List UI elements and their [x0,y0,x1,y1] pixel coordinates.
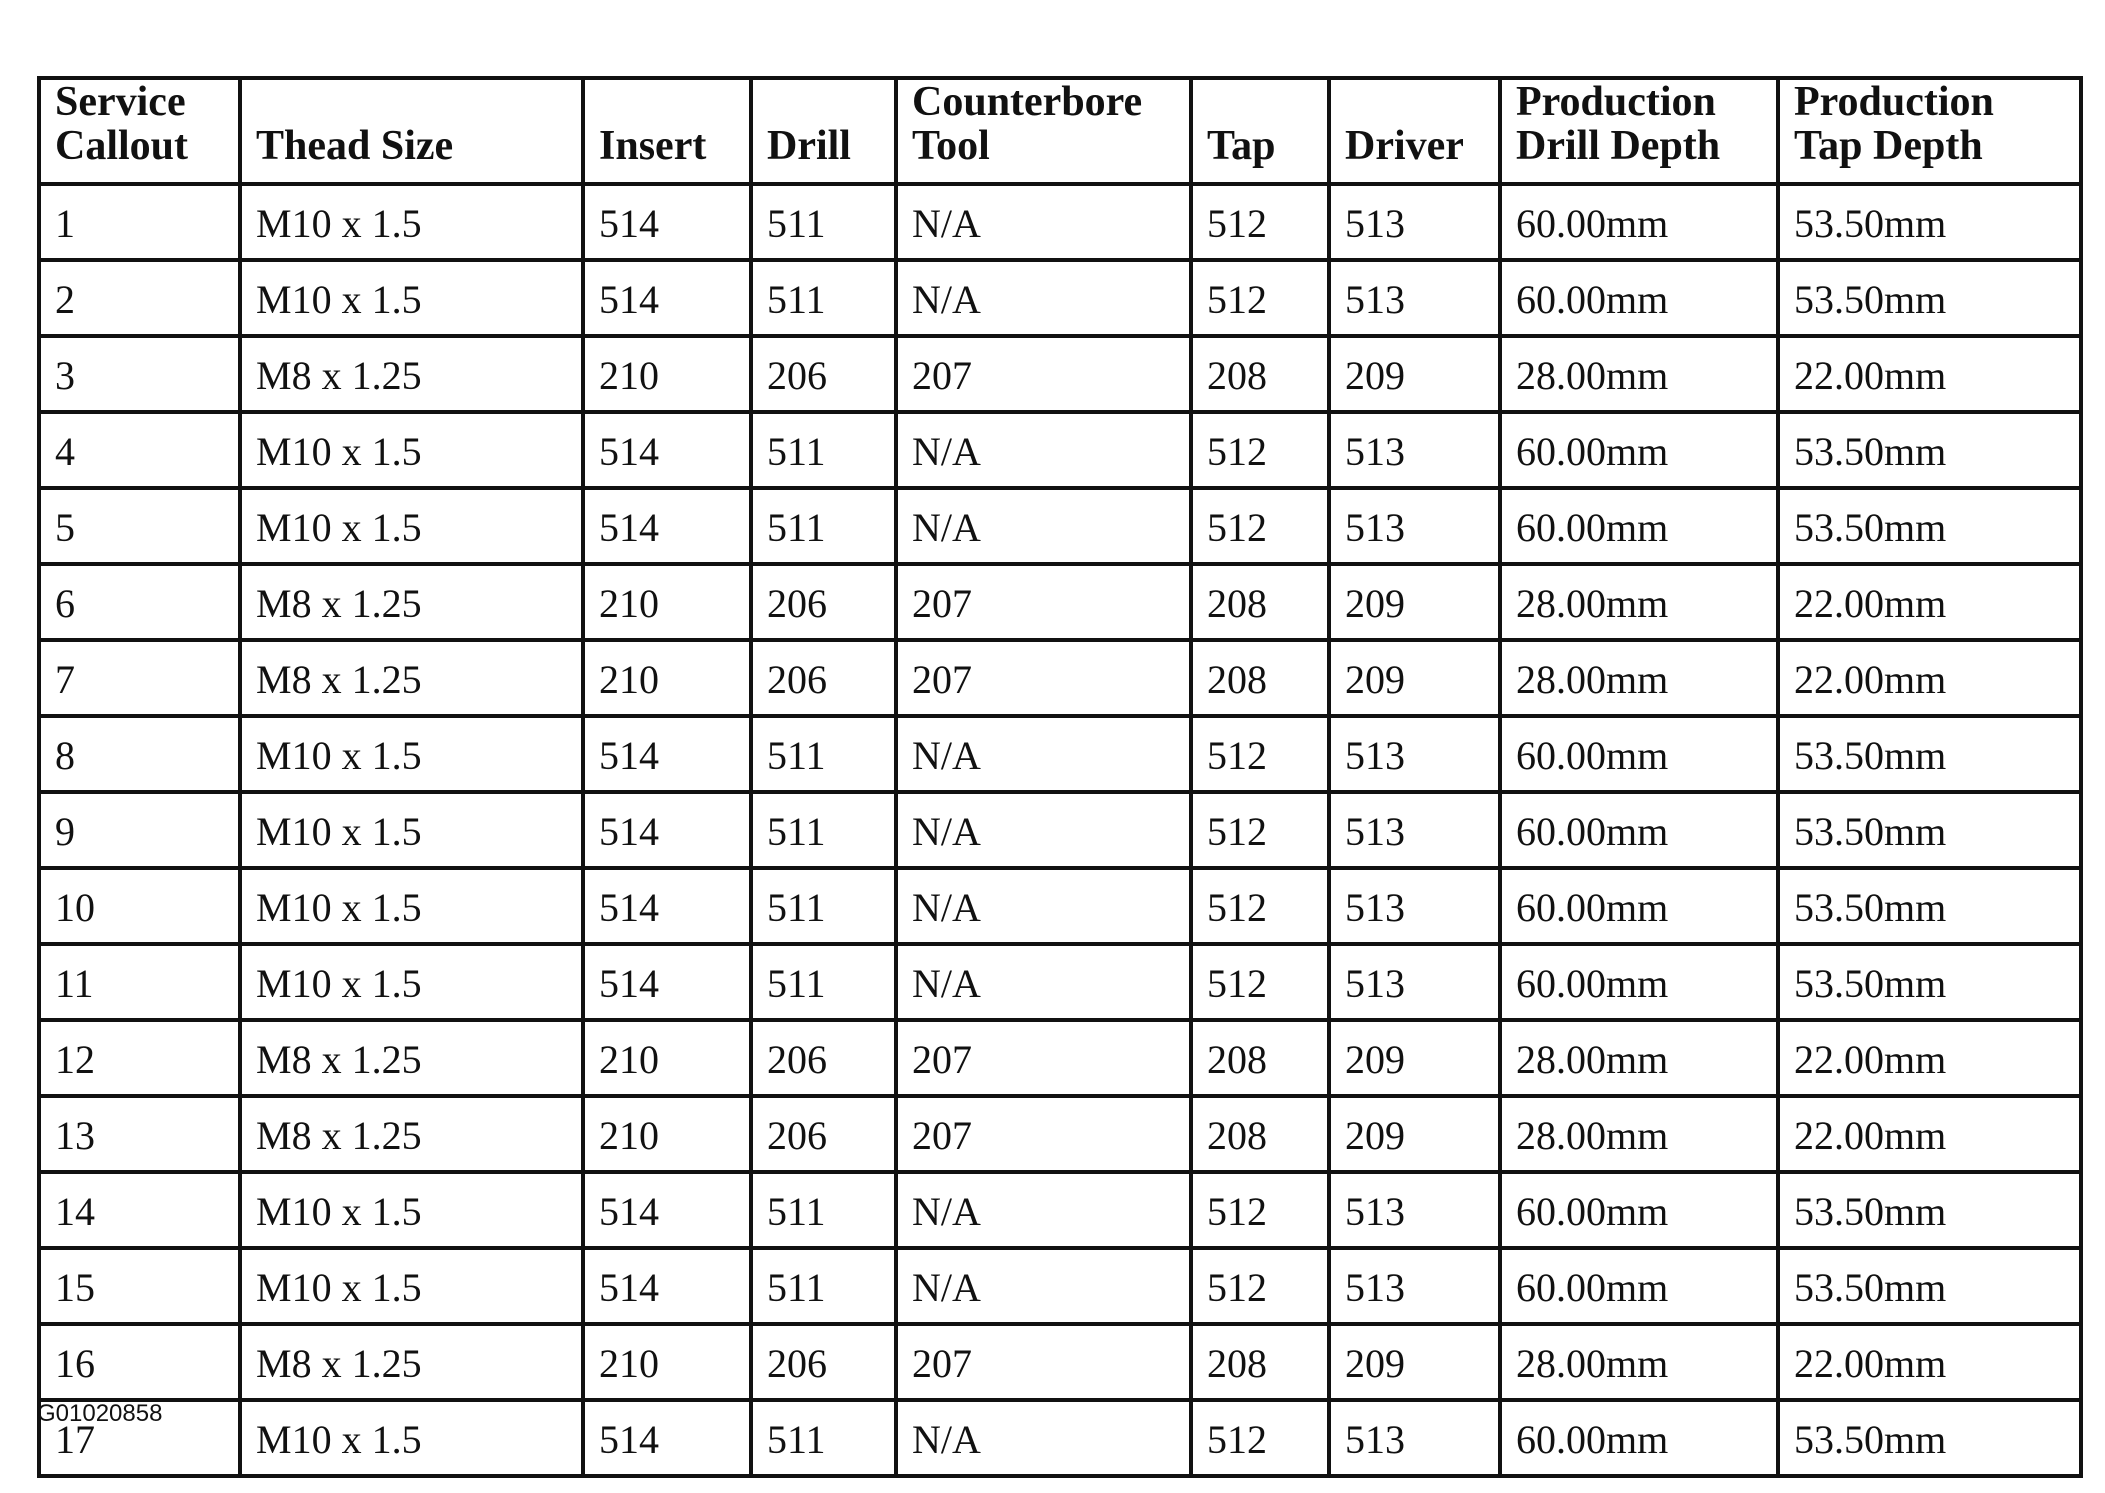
table-cell-production-drill-depth: 60.00mm [1500,944,1778,1020]
table-cell-production-tap-depth: 53.50mm [1778,792,2081,868]
figure-id: G01020858 [37,1400,163,1427]
table-cell-production-drill-depth: 28.00mm [1500,1324,1778,1400]
table-cell-driver: 209 [1329,1324,1500,1400]
table-cell-tap: 512 [1191,1248,1329,1324]
table-cell-drill: 511 [751,488,896,564]
table-cell-tap: 512 [1191,260,1329,336]
table-cell-production-tap-depth: 53.50mm [1778,412,2081,488]
table-cell-service-callout: 6 [39,564,240,640]
table-cell-thread-size: M10 x 1.5 [240,716,583,792]
table-cell-driver: 209 [1329,640,1500,716]
table-cell-drill: 206 [751,1324,896,1400]
table-cell-thread-size: M10 x 1.5 [240,1248,583,1324]
table-cell-thread-size: M8 x 1.25 [240,1096,583,1172]
table-cell-thread-size: M10 x 1.5 [240,488,583,564]
table-cell-service-callout: 15 [39,1248,240,1324]
table-cell-production-drill-depth: 60.00mm [1500,868,1778,944]
table-cell-service-callout: 8 [39,716,240,792]
table-cell-production-tap-depth: 22.00mm [1778,1324,2081,1400]
table-cell-drill: 511 [751,184,896,260]
table-cell-tap: 512 [1191,1400,1329,1476]
table-cell-production-tap-depth: 53.50mm [1778,1248,2081,1324]
table-row [39,1096,2081,1172]
table-body [39,184,2081,1476]
table-cell-drill: 511 [751,716,896,792]
table-cell-drill: 511 [751,792,896,868]
table-cell-counterbore-tool: N/A [896,792,1191,868]
column-header-production-tap-depth [1778,78,2081,184]
table-cell-production-drill-depth: 28.00mm [1500,1020,1778,1096]
table-cell-counterbore-tool: N/A [896,868,1191,944]
table-cell-tap: 208 [1191,336,1329,412]
table-cell-counterbore-tool: N/A [896,944,1191,1020]
table-cell-production-tap-depth: 53.50mm [1778,184,2081,260]
table-cell-counterbore-tool: 207 [896,1020,1191,1096]
column-header-drill [751,78,896,184]
table-cell-counterbore-tool: N/A [896,260,1191,336]
table-cell-drill: 206 [751,640,896,716]
table-cell-thread-size: M10 x 1.5 [240,868,583,944]
table-cell-thread-size: M8 x 1.25 [240,336,583,412]
column-header-driver [1329,78,1500,184]
table-cell-tap: 208 [1191,564,1329,640]
table-cell-production-tap-depth: 53.50mm [1778,1400,2081,1476]
table-cell-service-callout: 2 [39,260,240,336]
table-header-row [39,78,2081,184]
table-cell-thread-size: M10 x 1.5 [240,792,583,868]
table-cell-thread-size: M8 x 1.25 [240,1324,583,1400]
table-cell-production-drill-depth: 60.00mm [1500,1400,1778,1476]
table-cell-driver: 513 [1329,1172,1500,1248]
table-cell-insert: 514 [583,488,751,564]
table-cell-service-callout: 14 [39,1172,240,1248]
table-cell-service-callout: 4 [39,412,240,488]
table-row [39,868,2081,944]
table-cell-tap: 512 [1191,868,1329,944]
table-cell-production-tap-depth: 22.00mm [1778,640,2081,716]
table-row [39,564,2081,640]
table-cell-drill: 511 [751,1172,896,1248]
column-header-counterbore-tool [896,78,1191,184]
table-cell-production-tap-depth: 53.50mm [1778,260,2081,336]
table-cell-service-callout: 9 [39,792,240,868]
table-cell-insert: 210 [583,1324,751,1400]
table-cell-production-tap-depth: 22.00mm [1778,1020,2081,1096]
table-cell-insert: 514 [583,1172,751,1248]
table-cell-production-drill-depth: 28.00mm [1500,1096,1778,1172]
table-cell-production-tap-depth: 53.50mm [1778,868,2081,944]
table-cell-tap: 208 [1191,640,1329,716]
table-cell-service-callout: 16 [39,1324,240,1400]
table-row [39,488,2081,564]
table-cell-driver: 209 [1329,564,1500,640]
table-cell-production-drill-depth: 60.00mm [1500,792,1778,868]
table-cell-tap: 512 [1191,412,1329,488]
column-header-production-drill-depth [1500,78,1778,184]
tool-table-container [37,76,2079,1478]
table-cell-production-drill-depth: 60.00mm [1500,1172,1778,1248]
table-row [39,1248,2081,1324]
table-cell-counterbore-tool: 207 [896,1096,1191,1172]
table-row [39,184,2081,260]
table-cell-driver: 209 [1329,336,1500,412]
table-cell-driver: 209 [1329,1096,1500,1172]
table-cell-production-drill-depth: 60.00mm [1500,1248,1778,1324]
table-cell-drill: 206 [751,564,896,640]
table-cell-driver: 513 [1329,792,1500,868]
table-cell-counterbore-tool: N/A [896,716,1191,792]
table-cell-production-drill-depth: 28.00mm [1500,640,1778,716]
column-header-label: Production Tap Depth [1794,79,1994,169]
table-cell-driver: 513 [1329,944,1500,1020]
table-cell-counterbore-tool: N/A [896,184,1191,260]
table-cell-service-callout: 10 [39,868,240,944]
table-cell-drill: 511 [751,868,896,944]
table-cell-insert: 514 [583,944,751,1020]
table-cell-counterbore-tool: 207 [896,564,1191,640]
table-cell-service-callout: 13 [39,1096,240,1172]
table-cell-service-callout: 17 [39,1400,240,1476]
table-cell-drill: 511 [751,412,896,488]
table-cell-insert: 210 [583,564,751,640]
table-cell-driver: 513 [1329,1248,1500,1324]
table-cell-insert: 514 [583,412,751,488]
table-cell-tap: 512 [1191,488,1329,564]
table-cell-service-callout: 12 [39,1020,240,1096]
table-cell-tap: 208 [1191,1324,1329,1400]
table-cell-insert: 514 [583,184,751,260]
table-cell-driver: 513 [1329,868,1500,944]
table-cell-drill: 206 [751,1020,896,1096]
table-cell-production-tap-depth: 22.00mm [1778,336,2081,412]
table-row [39,1400,2081,1476]
column-header-label: Counterbore Tool [912,79,1143,169]
table-cell-production-tap-depth: 53.50mm [1778,1172,2081,1248]
table-cell-driver: 513 [1329,412,1500,488]
table-cell-counterbore-tool: N/A [896,488,1191,564]
table-cell-drill: 511 [751,1248,896,1324]
table-cell-service-callout: 5 [39,488,240,564]
table-cell-counterbore-tool: N/A [896,1400,1191,1476]
table-cell-driver: 513 [1329,716,1500,792]
table-cell-service-callout: 1 [39,184,240,260]
table-cell-thread-size: M10 x 1.5 [240,1172,583,1248]
table-cell-thread-size: M10 x 1.5 [240,412,583,488]
table-cell-insert: 210 [583,336,751,412]
table-row [39,640,2081,716]
table-cell-production-drill-depth: 60.00mm [1500,260,1778,336]
table-cell-production-drill-depth: 28.00mm [1500,564,1778,640]
table-cell-thread-size: M8 x 1.25 [240,1020,583,1096]
table-cell-tap: 208 [1191,1096,1329,1172]
table-cell-production-drill-depth: 60.00mm [1500,488,1778,564]
table-cell-driver: 513 [1329,488,1500,564]
table-row [39,1324,2081,1400]
table-cell-tap: 512 [1191,1172,1329,1248]
table-cell-counterbore-tool: N/A [896,1172,1191,1248]
table-cell-drill: 206 [751,1096,896,1172]
column-header-label: Production Drill Depth [1516,79,1721,169]
table-cell-insert: 210 [583,1020,751,1096]
table-cell-insert: 210 [583,640,751,716]
column-header-service-callout [39,78,240,184]
table-cell-tap: 512 [1191,184,1329,260]
table-cell-drill: 511 [751,260,896,336]
column-header-label: Driver [1345,123,1464,169]
column-header-insert [583,78,751,184]
table-row [39,260,2081,336]
table-cell-production-tap-depth: 53.50mm [1778,944,2081,1020]
table-row [39,716,2081,792]
table-cell-counterbore-tool: N/A [896,1248,1191,1324]
table-cell-insert: 514 [583,716,751,792]
column-header-label: Service Callout [55,79,189,169]
table-cell-production-drill-depth: 28.00mm [1500,336,1778,412]
table-cell-driver: 513 [1329,184,1500,260]
table-cell-tap: 512 [1191,792,1329,868]
table-cell-counterbore-tool: 207 [896,1324,1191,1400]
table-cell-production-tap-depth: 53.50mm [1778,716,2081,792]
column-header-label: Insert [599,123,707,169]
table-row [39,792,2081,868]
column-header-label: Tap [1207,123,1276,169]
table-cell-production-tap-depth: 22.00mm [1778,564,2081,640]
column-header-label: Thead Size [256,123,454,169]
table-cell-drill: 206 [751,336,896,412]
table-cell-insert: 514 [583,792,751,868]
column-header-tap [1191,78,1329,184]
table-cell-driver: 513 [1329,260,1500,336]
table-cell-thread-size: M8 x 1.25 [240,564,583,640]
table-cell-drill: 511 [751,1400,896,1476]
table-cell-drill: 511 [751,944,896,1020]
table-row [39,1172,2081,1248]
table-cell-service-callout: 11 [39,944,240,1020]
table-cell-production-drill-depth: 60.00mm [1500,716,1778,792]
table-cell-counterbore-tool: N/A [896,412,1191,488]
tool-table [37,76,2083,1478]
table-cell-thread-size: M10 x 1.5 [240,184,583,260]
table-cell-insert: 514 [583,260,751,336]
table-cell-thread-size: M10 x 1.5 [240,1400,583,1476]
table-cell-service-callout: 7 [39,640,240,716]
table-cell-insert: 210 [583,1096,751,1172]
table-row [39,944,2081,1020]
table-cell-insert: 514 [583,1248,751,1324]
table-cell-production-tap-depth: 22.00mm [1778,1096,2081,1172]
column-header-thread-size [240,78,583,184]
table-row [39,412,2081,488]
table-cell-tap: 512 [1191,716,1329,792]
table-row [39,336,2081,412]
table-cell-thread-size: M10 x 1.5 [240,260,583,336]
table-cell-service-callout: 3 [39,336,240,412]
table-cell-driver: 513 [1329,1400,1500,1476]
table-cell-thread-size: M10 x 1.5 [240,944,583,1020]
table-cell-counterbore-tool: 207 [896,336,1191,412]
table-cell-tap: 512 [1191,944,1329,1020]
table-cell-insert: 514 [583,868,751,944]
table-cell-production-tap-depth: 53.50mm [1778,488,2081,564]
table-cell-driver: 209 [1329,1020,1500,1096]
table-cell-production-drill-depth: 60.00mm [1500,412,1778,488]
table-cell-production-drill-depth: 60.00mm [1500,184,1778,260]
table-cell-tap: 208 [1191,1020,1329,1096]
table-cell-counterbore-tool: 207 [896,640,1191,716]
table-cell-insert: 514 [583,1400,751,1476]
table-cell-thread-size: M8 x 1.25 [240,640,583,716]
column-header-label: Drill [767,123,851,169]
table-row [39,1020,2081,1096]
